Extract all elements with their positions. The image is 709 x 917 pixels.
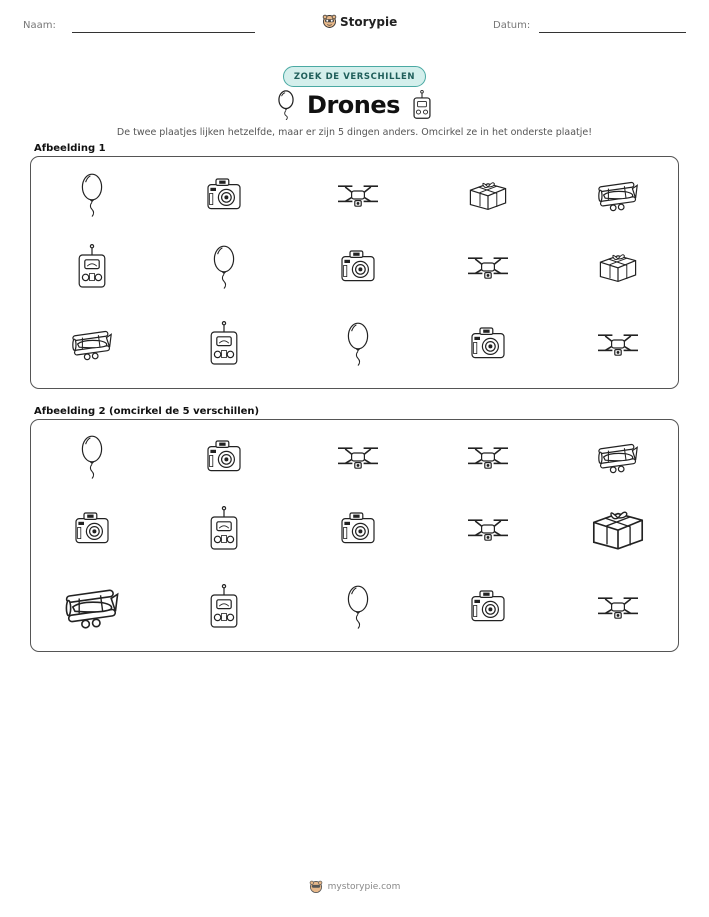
- drone-icon: [594, 320, 642, 368]
- camera-icon[interactable]: [68, 505, 116, 553]
- balloon-icon[interactable]: [68, 433, 116, 481]
- drone-icon[interactable]: [464, 505, 512, 553]
- brand-name: Storypie: [340, 14, 398, 29]
- name-label: Naam:: [23, 20, 56, 31]
- mascot-icon: [322, 14, 337, 29]
- badge: ZOEK DE VERSCHILLEN: [283, 66, 426, 87]
- radio-icon: [200, 320, 248, 368]
- radio-icon[interactable]: [200, 583, 248, 631]
- biplane-icon: [594, 171, 642, 219]
- balloon-icon: [277, 90, 295, 120]
- balloon-icon: [200, 243, 248, 291]
- camera-icon: [464, 320, 512, 368]
- footer-site: mystorypie.com: [327, 882, 401, 892]
- camera-icon[interactable]: [464, 583, 512, 631]
- drone-icon[interactable]: [334, 433, 382, 481]
- gift-box-icon: [594, 243, 642, 291]
- balloon-icon[interactable]: [334, 583, 382, 631]
- radio-icon: [412, 90, 432, 120]
- section1-label: Afbeelding 1: [34, 143, 106, 154]
- page-title: Drones: [307, 91, 400, 119]
- camera-icon: [200, 171, 248, 219]
- biplane-icon: [68, 320, 116, 368]
- balloon-icon: [68, 171, 116, 219]
- biplane-icon[interactable]: [56, 575, 128, 639]
- date-label: Datum:: [493, 20, 531, 31]
- section2-label: Afbeelding 2 (omcirkel de 5 verschillen): [34, 406, 260, 417]
- biplane-icon[interactable]: [594, 433, 642, 481]
- gift-box-icon[interactable]: [580, 496, 656, 562]
- drone-icon: [334, 171, 382, 219]
- drone-icon[interactable]: [594, 583, 642, 631]
- drone-icon[interactable]: [464, 433, 512, 481]
- footer: [0, 880, 709, 894]
- drone-icon: [464, 243, 512, 291]
- name-field-line[interactable]: [72, 32, 255, 33]
- date-field-line[interactable]: [539, 32, 686, 33]
- radio-icon[interactable]: [200, 505, 248, 553]
- camera-icon[interactable]: [200, 433, 248, 481]
- instructions: De twee plaatjes lijken hetzelfde, maar er zijn 5 dingen anders. Omcirkel ze in het onderste plaatje!: [116, 127, 593, 138]
- radio-icon: [68, 243, 116, 291]
- mascot-icon: [309, 880, 323, 894]
- balloon-icon: [334, 320, 382, 368]
- camera-icon: [334, 243, 382, 291]
- brand-logo: [322, 14, 397, 29]
- camera-icon[interactable]: [334, 505, 382, 553]
- gift-box-icon: [464, 171, 512, 219]
- title-row: [0, 90, 709, 120]
